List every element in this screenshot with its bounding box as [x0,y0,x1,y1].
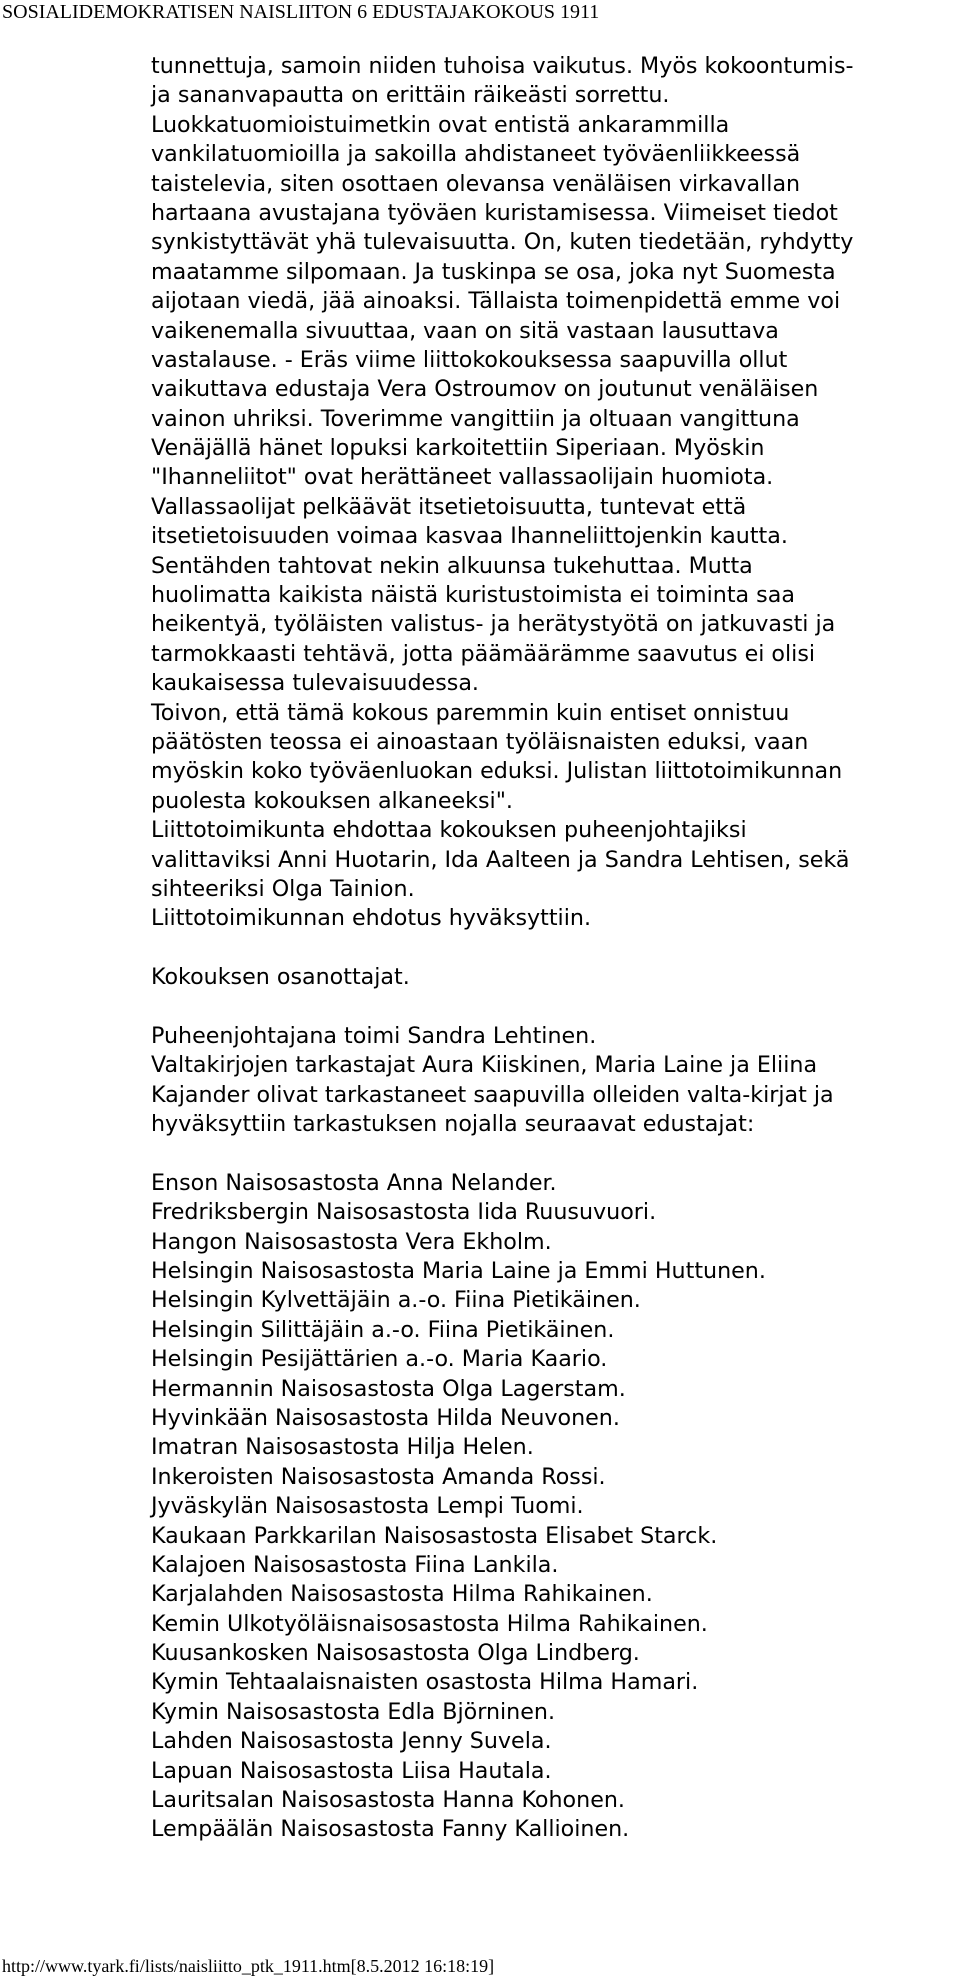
text-line: vastalause. - Eräs viime liittokokouksessa saapuvilla ollut [151,346,788,373]
text-line: Lauritsalan Naisosastosta Hanna Kohonen. [151,1787,625,1814]
blank-line [151,993,951,1022]
text-line: Helsingin Naisosastosta Maria Laine ja Emmi Huttunen. [151,1258,766,1285]
text-line: Kuusankosken Naisosastosta Olga Lindberg. [151,1640,640,1667]
text-line: "Ihanneliitot" ovat herättäneet vallassaolijain huomiota. [151,464,774,491]
text-line: Kemin Ulkotyöläisnaisosastosta Hilma Rahikainen. [151,1610,708,1637]
text-line: puolesta kokouksen alkaneeksi". [151,787,513,814]
text-line: Fredriksbergin Naisosastosta Iida Ruusuvuori. [151,1199,657,1226]
text-line: Kajander olivat tarkastaneet saapuvilla olleiden valta-kirjat ja [151,1081,834,1108]
text-line: ja sananvapautta on erittäin räikeästi sorrettu. [151,82,670,109]
text-line: vaikenemalla sivuuttaa, vaan on sitä vastaan lausuttava [151,317,779,344]
text-line: hartaana avustajana työväen kuristamisessa. Viimeiset tiedot [151,199,838,226]
text-line: huolimatta kaikista näistä kuristustoimista ei toiminta saa [151,582,795,609]
text-line: Karjalahden Naisosastosta Hilma Rahikainen. [151,1581,653,1608]
text-line: tarmokkaasti tehtävä, jotta päämäärämme saavutus ei olisi [151,640,816,667]
text-line: valittaviksi Anni Huotarin, Ida Aalteen ja Sandra Lehtisen, sekä [151,846,850,873]
text-line: päätösten teossa ei ainoastaan työläisnaisten eduksi, vaan [151,728,809,755]
text-line: Valtakirjojen tarkastajat Aura Kiiskinen, Maria Laine ja Eliina [151,1052,818,1079]
text-line: Kokouksen osanottajat. [151,964,410,991]
text-line: Sentähden tahtovat nekin alkuunsa tukehuttaa. Mutta [151,552,753,579]
text-line: synkistyttävät yhä tulevaisuutta. On, kuten tiedetään, ryhdytty [151,229,854,256]
text-line: Hangon Naisosastosta Vera Ekholm. [151,1228,552,1255]
text-line: Liittotoimikunta ehdottaa kokouksen puheenjohtajiksi [151,817,747,844]
blank-line [151,1139,951,1168]
text-line: Luokkatuomioistuimetkin ovat entistä ankarammilla [151,111,730,138]
text-line: Venäjällä hänet lopuksi karkoitettiin Siperiaan. Myöskin [151,435,765,462]
text-line: Hyvinkään Naisosastosta Hilda Neuvonen. [151,1404,620,1431]
document-body [151,52,951,1845]
text-line: sihteeriksi Olga Tainion. [151,875,415,902]
text-line: aijotaan viedä, jää ainoaksi. Tällaista toimenpidettä emme voi [151,288,841,315]
page-header: SOSIALIDEMOKRATISEN NAISLIITON 6 EDUSTAJAKOKOUS 1911 [2,1,600,23]
text-line: Kalajoen Naisosastosta Fiina Lankila. [151,1551,559,1578]
text-line: Hermannin Naisosastosta Olga Lagerstam. [151,1375,626,1402]
text-line: Helsingin Pesijättärien a.-o. Maria Kaario. [151,1346,608,1373]
text-line: taistelevia, siten osottaen olevansa venäläisen virkavallan [151,170,801,197]
text-line: myöskin koko työväenluokan eduksi. Julistan liittotoimikunnan [151,758,843,785]
text-line: tunnettuja, samoin niiden tuhoisa vaikutus. Myös kokoontumis- [151,53,854,79]
text-line: Inkeroisten Naisosastosta Amanda Rossi. [151,1463,606,1490]
text-line: maatamme silpomaan. Ja tuskinpa se osa, joka nyt Suomesta [151,258,836,285]
text-line: hyväksyttiin tarkastuksen nojalla seuraavat edustajat: [151,1111,755,1138]
text-line: Puheenjohtajana toimi Sandra Lehtinen. [151,1022,597,1049]
text-line: heikentyä, työläisten valistus- ja herätystyötä on jatkuvasti ja [151,611,836,638]
text-line: Kymin Naisosastosta Edla Björninen. [151,1698,556,1725]
text-line: Jyväskylän Naisosastosta Lempi Tuomi. [151,1493,584,1520]
text-line: vaikuttava edustaja Vera Ostroumov on joutunut venäläisen [151,376,819,403]
text-line: Toivon, että tämä kokous paremmin kuin entiset onnistuu [151,699,790,726]
text-line: Kymin Tehtaalaisnaisten osastosta Hilma Hamari. [151,1669,699,1696]
text-line: vankilatuomioilla ja sakoilla ahdistaneet työväenliikkeessä [151,141,801,168]
text-line: Kaukaan Parkkarilan Naisosastosta Elisabet Starck. [151,1522,718,1549]
text-line: Vallassaolijat pelkäävät itsetietoisuutta, tuntevat että [151,493,747,520]
text-line: kaukaisessa tulevaisuudessa. [151,670,479,697]
text-line: Helsingin Silittäjäin a.-o. Fiina Pietikäinen. [151,1316,615,1343]
text-line: Lempäälän Naisosastosta Fanny Kallioinen. [151,1816,630,1843]
text-line: Imatran Naisosastosta Hilja Helen. [151,1434,534,1461]
text-line: Liittotoimikunnan ehdotus hyväksyttiin. [151,905,591,932]
text-line: Helsingin Kylvettäjäin a.-o. Fiina Pietikäinen. [151,1287,641,1314]
text-line: vainon uhriksi. Toverimme vangittiin ja oltuaan vangittuna [151,405,800,432]
text-line: itsetietoisuuden voimaa kasvaa Ihanneliittojenkin kautta. [151,523,788,550]
text-line: Enson Naisosastosta Anna Nelander. [151,1169,557,1196]
page-footer-url: http://www.tyark.fi/lists/naisliitto_ptk_1911.htm[8.5.2012 16:18:19] [2,1956,495,1976]
text-line: Lahden Naisosastosta Jenny Suvela. [151,1728,552,1755]
blank-line [151,934,951,963]
text-line: Lapuan Naisosastosta Liisa Hautala. [151,1757,552,1784]
